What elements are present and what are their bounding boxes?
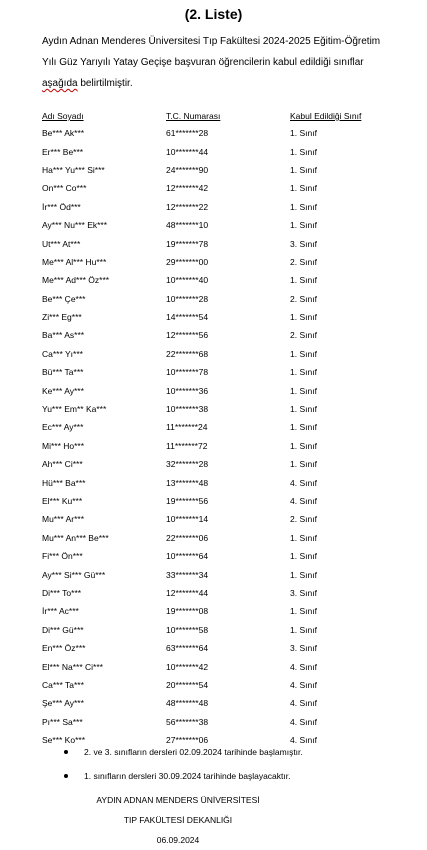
student-name: İr*** Öd*** <box>42 201 81 212</box>
accepted-class: 1. Sınıf <box>290 312 317 323</box>
accepted-class: 1. Sınıf <box>290 624 317 635</box>
page-title: (2. Liste) <box>184 6 243 22</box>
accepted-class: 4. Sınıf <box>290 698 317 709</box>
intro-line-2: Yılı Güz Yarıyılı Yatay Geçişe başvuran öğrencilerin kabul edildiği sınıflar <box>42 57 364 68</box>
accepted-class: 1. Sınıf <box>290 459 317 470</box>
tc-number: 22*******68 <box>166 348 209 359</box>
acceptance-table <box>42 108 402 749</box>
tc-number: 29*******00 <box>166 256 209 267</box>
student-name: Fi*** Ön*** <box>42 551 83 562</box>
table-row <box>42 363 402 381</box>
tc-number: 12*******56 <box>166 330 209 341</box>
accepted-class: 2. Sınıf <box>290 293 317 304</box>
table-row <box>42 473 402 491</box>
accepted-class: 3. Sınıf <box>290 643 317 654</box>
table-row <box>42 142 402 160</box>
tc-number: 48*******10 <box>166 220 209 231</box>
table-row <box>42 529 402 547</box>
accepted-class: 4. Sınıf <box>290 679 317 690</box>
tc-number: 10*******14 <box>166 514 209 525</box>
table-row <box>42 455 402 473</box>
accepted-class: 4. Sınıf <box>290 716 317 727</box>
table-row <box>42 547 402 565</box>
student-name: Ut*** At*** <box>42 238 81 249</box>
student-name: Hü*** Ba*** <box>42 477 86 488</box>
tc-number: 19*******56 <box>166 496 209 506</box>
student-name: Bü*** Ta*** <box>42 367 84 378</box>
table-row <box>42 602 402 620</box>
tc-number: 10*******38 <box>166 404 209 415</box>
tc-number: 63*******64 <box>166 643 209 654</box>
tc-number: 61*******28 <box>166 128 209 139</box>
table-row <box>42 271 402 289</box>
tc-number: 10*******40 <box>166 275 209 286</box>
intro-line-3 <box>42 73 412 94</box>
accepted-class: 1. Sınıf <box>290 348 317 359</box>
student-name: Ba*** As*** <box>42 330 85 341</box>
table-header <box>42 108 402 124</box>
tc-number: 19*******78 <box>166 238 209 249</box>
table-row <box>42 308 402 326</box>
signature-university: AYDIN ADNAN MENDERS ÜNİVERSİTESİ <box>96 795 260 805</box>
tc-number: 12*******44 <box>166 587 209 598</box>
student-name: On*** Co*** <box>42 183 87 194</box>
accepted-class: 1. Sınıf <box>290 367 317 378</box>
table-row <box>42 437 402 455</box>
student-name: Yu*** Em** Ka*** <box>42 404 107 415</box>
tc-number: 11*******24 <box>166 422 208 433</box>
student-name: Ke*** Ay*** <box>42 385 84 396</box>
header-name: Adı Soyadı <box>42 111 84 121</box>
accepted-class: 1. Sınıf <box>290 404 317 415</box>
table-row <box>42 253 402 271</box>
intro-line-3-rest: belirtilmiştir. <box>77 78 133 89</box>
student-name: Ay*** Si*** Gü*** <box>42 569 106 580</box>
signature-faculty: TIP FAKÜLTESİ DEKANLIĞI <box>123 815 233 825</box>
student-name: En*** Öz*** <box>42 643 86 654</box>
accepted-class: 1. Sınıf <box>290 606 317 617</box>
table-row <box>42 713 402 731</box>
tc-number: 14*******54 <box>166 312 209 323</box>
accepted-class: 2. Sınıf <box>290 514 317 525</box>
table-row <box>42 400 402 418</box>
student-name: Di*** To*** <box>42 587 82 598</box>
table-row <box>42 676 402 694</box>
tc-number: 20*******54 <box>166 679 209 690</box>
accepted-class: 1. Sınıf <box>290 128 317 139</box>
accepted-class: 4. Sınıf <box>290 496 317 506</box>
accepted-class: 1. Sınıf <box>290 146 317 157</box>
tc-number: 10*******36 <box>166 385 209 396</box>
table-row <box>42 381 402 399</box>
table-row <box>42 510 402 528</box>
student-name: Ca*** Yı*** <box>42 348 83 359</box>
tc-number: 19*******08 <box>166 606 209 617</box>
table-row <box>42 345 402 363</box>
student-name: İr*** Ac*** <box>42 606 79 617</box>
tc-number: 27*******06 <box>166 735 209 746</box>
student-name: Zi*** Eg*** <box>42 312 82 323</box>
table-row <box>42 198 402 216</box>
table-row <box>42 694 402 712</box>
accepted-class: 1. Sınıf <box>290 551 317 562</box>
tc-number: 12*******42 <box>166 183 209 194</box>
student-name: El*** Na*** Ci*** <box>42 661 103 672</box>
tc-number: 12*******22 <box>166 201 209 212</box>
student-name: Mi*** Ho*** <box>42 440 85 451</box>
table-row <box>42 621 402 639</box>
tc-number: 10*******42 <box>166 661 209 672</box>
table-body <box>42 124 402 749</box>
table-row <box>42 584 402 602</box>
tc-number: 10*******44 <box>166 146 209 157</box>
student-name: Ca*** Ta*** <box>42 679 84 690</box>
table-row <box>42 565 402 583</box>
signature-date: 06.09.2024 <box>156 835 200 845</box>
accepted-class: 1. Sınıf <box>290 532 317 543</box>
tc-number: 32*******28 <box>166 459 209 470</box>
accepted-class: 1. Sınıf <box>290 164 317 175</box>
student-name: Se*** Ko*** <box>42 735 86 746</box>
table-row <box>42 418 402 436</box>
table-row <box>42 290 402 308</box>
tc-number: 11*******72 <box>166 440 208 451</box>
student-name: El*** Ku*** <box>42 496 83 506</box>
tc-number: 13*******48 <box>166 477 209 488</box>
accepted-class: 4. Sınıf <box>290 477 317 488</box>
table-row <box>42 124 402 142</box>
tc-number: 56*******38 <box>166 716 209 727</box>
student-name: Er*** Be*** <box>42 146 84 157</box>
accepted-class: 3. Sınıf <box>290 587 317 598</box>
intro-spellcheck-word: aşağıda <box>42 78 78 89</box>
tc-number: 48*******48 <box>166 698 209 709</box>
accepted-class: 1. Sınıf <box>290 440 317 451</box>
accepted-class: 4. Sınıf <box>290 735 317 746</box>
table-row <box>42 492 402 510</box>
student-name: Ha*** Yu*** Si*** <box>42 164 105 175</box>
notes-list <box>64 740 303 788</box>
accepted-class: 4. Sınıf <box>290 661 317 672</box>
accepted-class: 1. Sınıf <box>290 569 317 580</box>
tc-number: 22*******06 <box>166 532 209 543</box>
student-name: Pı*** Sa*** <box>42 716 83 727</box>
student-name: Mu*** An*** Be*** <box>42 532 109 543</box>
accepted-class: 1. Sınıf <box>290 201 317 212</box>
student-name: Be*** Çe*** <box>42 293 86 304</box>
note-item: 1. sınıfların dersleri 30.09.2024 tarihinde başlayacaktır. <box>64 764 303 788</box>
table-row <box>42 326 402 344</box>
table-row <box>42 161 402 179</box>
accepted-class: 3. Sınıf <box>290 238 317 249</box>
table-row <box>42 639 402 657</box>
note-item: 2. ve 3. sınıfların dersleri 02.09.2024 tarihinde başlamıştır. <box>64 740 303 764</box>
student-name: Şe*** Ay*** <box>42 698 84 709</box>
tc-number: 10*******58 <box>166 624 209 635</box>
student-name: Ec*** Ay*** <box>42 422 84 433</box>
header-class: Kabul Edildiği Sınıf <box>290 111 362 121</box>
student-name: Be*** Ak*** <box>42 128 85 139</box>
tc-number: 10*******64 <box>166 551 209 562</box>
student-name: Mu*** Ar*** <box>42 514 85 525</box>
accepted-class: 2. Sınıf <box>290 256 317 267</box>
intro-paragraph <box>42 31 412 94</box>
student-name: Me*** Ad*** Öz*** <box>42 275 110 286</box>
table-row <box>42 216 402 234</box>
tc-number: 33*******34 <box>166 569 209 580</box>
tc-number: 10*******28 <box>166 293 209 304</box>
table-row <box>42 234 402 252</box>
student-name: Di*** Gü*** <box>42 624 84 635</box>
header-tc: T.C. Numarası <box>166 111 221 121</box>
signature-block <box>78 790 278 850</box>
table-row <box>42 179 402 197</box>
student-name: Ay*** Nu*** Ek*** <box>42 220 108 231</box>
student-name: Ah*** Ci*** <box>42 459 83 470</box>
accepted-class: 1. Sınıf <box>290 220 317 231</box>
intro-line-1: Aydın Adnan Menderes Üniversitesi Tıp Fakültesi 2024-2025 Eğitim-Öğretim <box>42 36 381 47</box>
accepted-class: 1. Sınıf <box>290 275 317 286</box>
student-name: Me*** Al*** Hu*** <box>42 256 107 267</box>
accepted-class: 1. Sınıf <box>290 385 317 396</box>
accepted-class: 2. Sınıf <box>290 330 317 341</box>
table-row <box>42 657 402 675</box>
accepted-class: 1. Sınıf <box>290 422 317 433</box>
tc-number: 24*******90 <box>166 164 209 175</box>
tc-number: 10*******78 <box>166 367 209 378</box>
accepted-class: 1. Sınıf <box>290 183 317 194</box>
